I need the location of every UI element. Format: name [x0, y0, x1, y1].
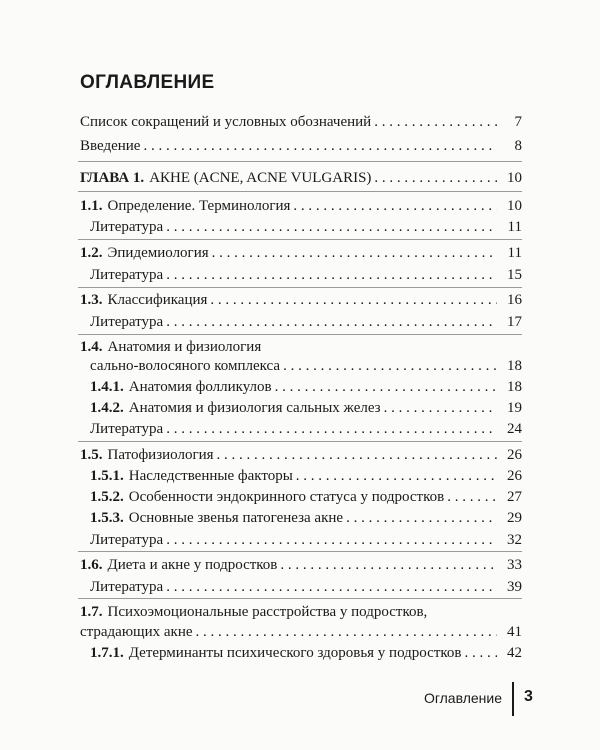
- toc-entry-label: Особенности эндокринного статуса у подростков: [128, 489, 445, 505]
- toc-entry-number: ГЛАВА 1.: [80, 170, 145, 186]
- toc-entry-page: 18: [507, 379, 522, 395]
- page-number: 3: [524, 688, 533, 705]
- toc-entry-number: 1.5.: [80, 447, 103, 463]
- toc-entry-number: 1.4.2.: [90, 400, 124, 416]
- toc-entry-1-7-1: [90, 643, 522, 663]
- toc-entry-page: 10: [507, 170, 522, 186]
- toc-entry-literature: [90, 419, 522, 439]
- toc-entry-label: Список сокращений и условных обозначений: [80, 114, 372, 130]
- toc-entry-1-7-line1: [80, 602, 427, 622]
- toc-entry-1-4-line1: [80, 337, 261, 357]
- toc-entry-page: 17: [507, 314, 522, 330]
- toc-entry-label: Основные звенья патогенеза акне: [128, 510, 344, 526]
- toc-entry-abbreviations: [80, 112, 522, 132]
- toc-entry-chapter-1: [80, 168, 522, 188]
- section-divider: [78, 287, 522, 288]
- toc-leader-dots: [166, 312, 497, 332]
- toc-entry-label: АКНЕ (ACNE, ACNE VULGARIS): [149, 170, 372, 186]
- toc-entry-literature: [90, 265, 522, 285]
- toc-entry-label: Анатомия и физиология: [107, 339, 262, 355]
- toc-entry-1-4-1: [90, 377, 522, 397]
- toc-entry-label: Эпидемиология: [107, 245, 209, 261]
- toc-entry-number: 1.6.: [80, 557, 103, 573]
- toc-entry-page: 26: [507, 447, 522, 463]
- toc-leader-dots: [280, 555, 497, 575]
- toc-leader-dots: [447, 487, 497, 507]
- toc-entry-label: Литература: [90, 314, 164, 330]
- section-divider: [78, 161, 522, 162]
- toc-entry-label: Литература: [90, 532, 164, 548]
- section-divider: [78, 239, 522, 240]
- toc-entry-page: 10: [507, 198, 522, 214]
- toc-entry-number: 1.7.1.: [90, 645, 124, 661]
- toc-leader-dots: [196, 622, 497, 642]
- toc-leader-dots: [212, 243, 497, 263]
- toc-entry-page: 11: [507, 245, 522, 261]
- toc-entry-label: Психоэмоциональные расстройства у подростков,: [107, 604, 428, 620]
- toc-entry-introduction: [80, 136, 522, 156]
- toc-leader-dots: [166, 577, 497, 597]
- toc-entry-1-2: [80, 243, 522, 263]
- toc-leader-dots: [166, 217, 497, 237]
- toc-entry-label: Анатомия фолликулов: [128, 379, 272, 395]
- toc-entry-label: Патофизиология: [107, 447, 214, 463]
- toc-leader-dots: [275, 377, 497, 397]
- toc-leader-dots: [217, 445, 497, 465]
- toc-entry-label: Литература: [90, 267, 164, 283]
- toc-leader-dots: [384, 398, 497, 418]
- toc-leader-dots: [296, 466, 497, 486]
- toc-entry-page: 32: [507, 532, 522, 548]
- toc-title: ОГЛАВЛЕНИЕ: [80, 72, 215, 93]
- toc-entry-number: 1.5.2.: [90, 489, 124, 505]
- toc-entry-1-5-1: [90, 466, 522, 486]
- toc-entry-page: 29: [507, 510, 522, 526]
- toc-entry-number: 1.2.: [80, 245, 103, 261]
- toc-entry-page: 16: [507, 292, 522, 308]
- section-divider: [78, 598, 522, 599]
- toc-entry-page: 8: [514, 138, 522, 154]
- toc-entry-page: 39: [507, 579, 522, 595]
- toc-entry-page: 11: [507, 219, 522, 235]
- toc-entry-label: Литература: [90, 421, 164, 437]
- toc-entry-number: 1.1.: [80, 198, 103, 214]
- toc-leader-dots: [374, 112, 497, 132]
- toc-entry-number: 1.4.1.: [90, 379, 124, 395]
- toc-leader-dots: [293, 196, 497, 216]
- toc-entry-1-7-line2: [80, 622, 522, 642]
- toc-entry-1-5-3: [90, 508, 522, 528]
- footer-divider: [512, 682, 514, 716]
- toc-entry-1-4-line2: [90, 356, 522, 376]
- toc-entry-page: 19: [507, 400, 522, 416]
- toc-entry-number: 1.7.: [80, 604, 103, 620]
- toc-entry-1-5-2: [90, 487, 522, 507]
- section-divider: [78, 191, 522, 192]
- toc-entry-literature: [90, 577, 522, 597]
- toc-entry-number: 1.4.: [80, 339, 103, 355]
- toc-entry-page: 27: [507, 489, 522, 505]
- toc-leader-dots: [166, 265, 497, 285]
- toc-entry-literature: [90, 217, 522, 237]
- section-divider: [78, 551, 522, 552]
- toc-leader-dots: [374, 168, 497, 188]
- toc-entry-label: Анатомия и физиология сальных желез: [128, 400, 381, 416]
- toc-entry-label: Литература: [90, 219, 164, 235]
- toc-leader-dots: [166, 419, 497, 439]
- toc-entry-label: страдающих акне: [80, 624, 193, 640]
- toc-entry-label: Введение: [80, 138, 141, 154]
- toc-entry-1-3: [80, 290, 522, 310]
- toc-entry-label: Диета и акне у подростков: [107, 557, 278, 573]
- toc-leader-dots: [346, 508, 497, 528]
- running-footer-label: Оглавление: [423, 690, 502, 706]
- toc-leader-dots: [464, 643, 497, 663]
- toc-entry-label: Литература: [90, 579, 164, 595]
- toc-entry-page: 42: [507, 645, 522, 661]
- toc-entry-1-6: [80, 555, 522, 575]
- toc-leader-dots: [143, 136, 497, 156]
- toc-entry-literature: [90, 530, 522, 550]
- section-divider: [78, 334, 522, 335]
- toc-entry-label: Наследственные факторы: [128, 468, 293, 484]
- toc-entry-label: сально-волосяного комплекса: [90, 358, 281, 374]
- toc-entry-page: 18: [507, 358, 522, 374]
- section-divider: [78, 441, 522, 442]
- toc-entry-number: 1.5.1.: [90, 468, 124, 484]
- toc-entry-1-1: [80, 196, 522, 216]
- toc-entry-label: Детерминанты психического здоровья у подростков: [128, 645, 462, 661]
- toc-leader-dots: [283, 356, 497, 376]
- toc-entry-number: 1.5.3.: [90, 510, 124, 526]
- toc-entry-page: 7: [514, 114, 522, 130]
- toc-entry-page: 15: [507, 267, 522, 283]
- toc-entry-label: Определение. Терминология: [107, 198, 291, 214]
- toc-entry-label: Классификация: [107, 292, 208, 308]
- toc-entry-page: 26: [507, 468, 522, 484]
- toc-entry-number: 1.3.: [80, 292, 103, 308]
- toc-entry-page: 24: [507, 421, 522, 437]
- toc-leader-dots: [210, 290, 497, 310]
- toc-entry-page: 33: [507, 557, 522, 573]
- toc-entry-page: 41: [507, 624, 522, 640]
- toc-entry-1-5: [80, 445, 522, 465]
- toc-entry-1-4-2: [90, 398, 522, 418]
- toc-entry-literature: [90, 312, 522, 332]
- toc-leader-dots: [166, 530, 497, 550]
